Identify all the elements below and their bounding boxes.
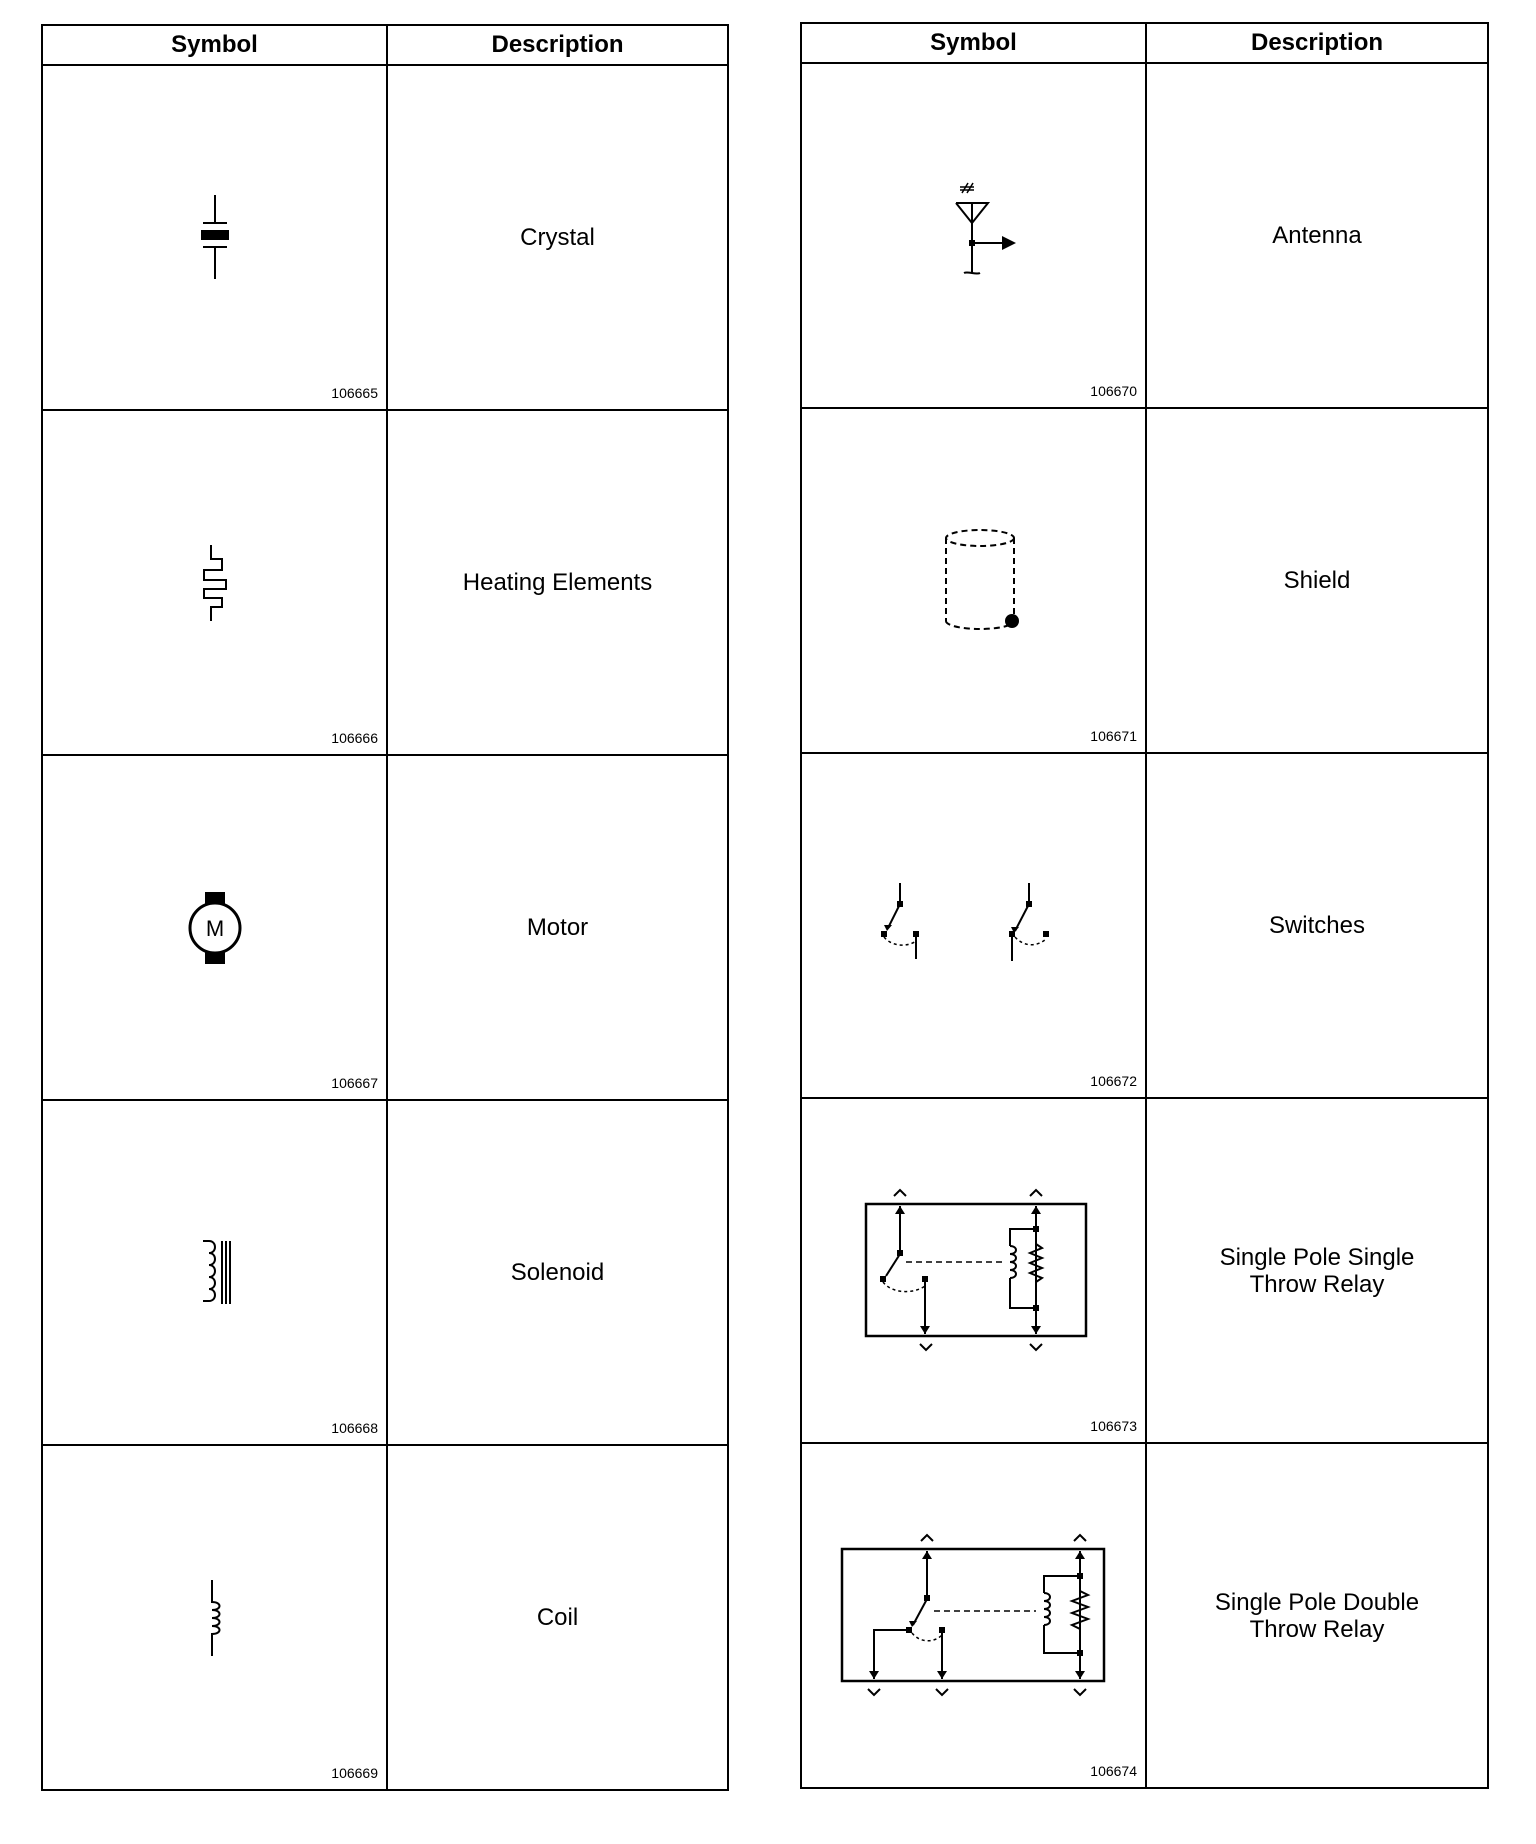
description-cell [387,755,728,1100]
symbol-cell [42,410,387,755]
motor-label: M [205,915,224,941]
description-text: Single Pole Single Throw Relay [1219,1243,1415,1298]
symbol-cell [801,1098,1146,1443]
figure-code: 106666 [331,730,378,746]
solenoid-icon [195,1238,235,1308]
crystal-icon [195,193,235,283]
description-text: Shield [1283,567,1351,594]
description-cell [1146,408,1488,753]
description-cell [387,1100,728,1445]
description-cell [1146,63,1488,408]
description-text: Single Pole Double Throw Relay [1214,1588,1420,1643]
table-row [42,410,728,755]
description-text: Coil [536,1604,579,1631]
switch-open-icon [881,883,919,959]
description-cell [387,410,728,755]
switches-icon [872,881,1072,971]
description-text: Solenoid [510,1259,605,1286]
column-header-description: Description [387,25,728,65]
description-text: Heating Elements [462,569,653,596]
symbol-cell [801,753,1146,1098]
description-cell [387,1445,728,1790]
figure-code: 106667 [331,1075,378,1091]
figure-code: 106674 [1090,1763,1137,1779]
description-text: Motor [526,914,589,941]
figure-code: 106668 [331,1420,378,1436]
shield-icon [942,526,1022,636]
figure-code: 106669 [331,1765,378,1781]
table-row [801,408,1488,753]
description-cell [1146,1098,1488,1443]
column-header-symbol: Symbol [42,25,387,65]
column-header-description: Description [1146,23,1488,63]
coil-icon [200,1578,230,1658]
spdt-relay-icon [838,1531,1108,1701]
heating-element-icon [195,543,235,623]
antenna-icon [952,181,1032,291]
table-row [42,65,728,410]
symbol-cell [42,755,387,1100]
motor-icon [185,888,245,968]
table-row [42,755,728,1100]
symbol-cell [801,1443,1146,1788]
figure-code: 106672 [1090,1073,1137,1089]
description-cell [1146,753,1488,1098]
symbol-cell [42,1445,387,1790]
table-row [801,753,1488,1098]
symbol-cell [801,408,1146,753]
column-header-symbol: Symbol [801,23,1146,63]
table-row [801,1443,1488,1788]
table-row [801,1098,1488,1443]
figure-code: 106670 [1090,383,1137,399]
figure-code: 106671 [1090,728,1137,744]
figure-code: 106673 [1090,1418,1137,1434]
description-cell [1146,1443,1488,1788]
table-row [801,63,1488,408]
spst-relay-icon [862,1186,1092,1356]
symbol-table-right [800,22,1489,1789]
description-cell [387,65,728,410]
symbol-cell [801,63,1146,408]
symbol-table-left [41,24,729,1791]
figure-code: 106665 [331,385,378,401]
table-row [42,1100,728,1445]
symbol-cell [42,1100,387,1445]
description-text: Switches [1268,912,1366,939]
description-text: Crystal [520,224,595,251]
symbol-cell [42,65,387,410]
description-text: Antenna [1272,222,1362,249]
table-row [42,1445,728,1790]
switch-closed-icon [1009,883,1049,961]
